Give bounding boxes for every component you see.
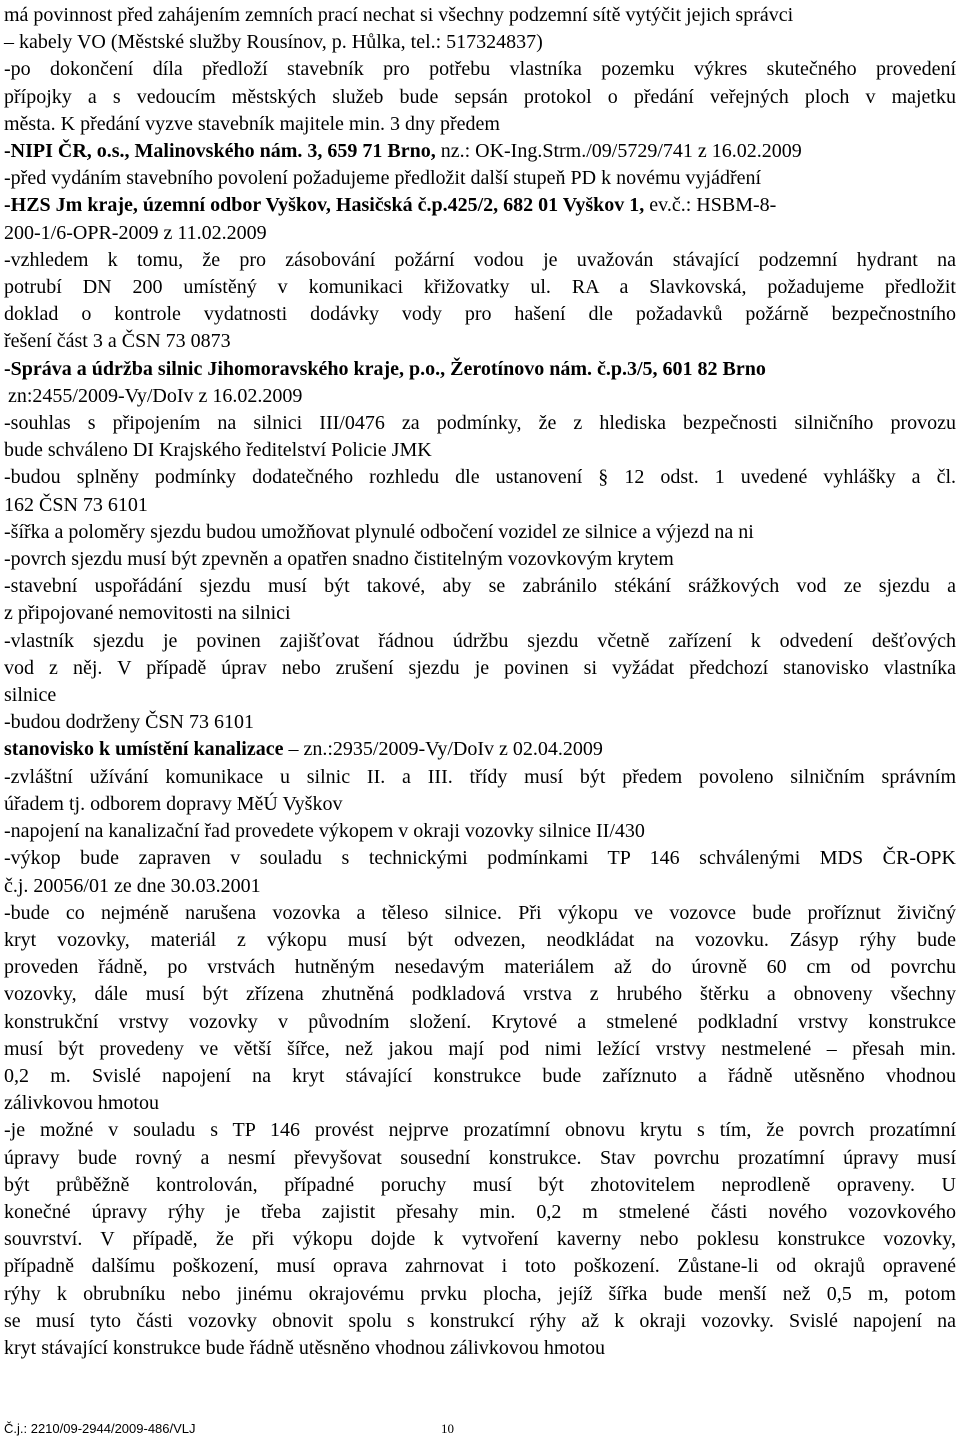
text-line: -napojení na kanalizační řad provedete výkopem v okraji vozovky silnice II/430 [4, 820, 645, 843]
text-line: bude schváleno DI Krajského ředitelství Policie JMK [4, 439, 432, 462]
text-line: být průběžně kontrolován, případné poruchy musí být zhotovitelem neprodleně opraveny. U [4, 1173, 956, 1196]
text-line: rýhy k obrubníku nebo jinému okrajovému prvku plocha, jejíž šířka bude menší než 0,5 m, potom [4, 1282, 956, 1305]
text-line: úpravy bude rovný a nesmí převyšovat sousední konstrukce. Stav povrchu prozatímní úpravy musí [4, 1146, 956, 1169]
text-line: doklad o kontrole vydatnosti dodávky vody pro hašení dle požadavků požárně bezpečnostního [4, 303, 956, 326]
text-line: potrubí DN 200 umístěný v komunikaci křižovatky ul. RA a Slavkovská, požadujeme předložit [4, 276, 956, 299]
text-line: úřadem tj. odborem dopravy MěÚ Vyškov [4, 792, 343, 815]
bold-org-ssjk: -Správa a údržba silnic Jihomoravského kraje, p.o., Žerotínovo nám. č.p.3/5, 601 82 Brno [4, 357, 766, 380]
text-line: -zvláštní užívání komunikace u silnic II. a III. třídy musí být předem povoleno silničním správním [4, 765, 956, 788]
text-line: má povinnost před zahájením zemních prací nechat si všechny podzemní sítě vytýčit jejich správci [4, 4, 794, 26]
text-line: 0,2 m. Svislé napojení na kryt stávající konstrukce bude zaříznuto a řádně utěsněno vhodnou [4, 1064, 956, 1087]
text-line: města. K předání vyzve stavebník majitele min. 3 dny předem [4, 112, 500, 135]
document-page [4, 2, 956, 1362]
text-line: vod z něj. V případě úprav nebo zrušení sjezdu je povinen si vyžádat předchozí stanovisko vlastníka [4, 656, 956, 679]
text-line: -před vydáním stavebního povolení požadujeme předložit další stupeň PD k novému vyjádření [4, 167, 762, 190]
reference-number: ev.č.: HSBM-8- [644, 194, 777, 217]
text-line: kryt vozovky, materiál z výkopu musí být odvezen, neodkládat na vozovku. Zásyp rýhy bude [4, 928, 956, 951]
text-line: kryt stávající konstrukce bude řádně utěsněno vhodnou zálivkovou hmotou [4, 1336, 605, 1359]
text-line: č.j. 20056/01 ze dne 30.03.2001 [4, 874, 261, 897]
text-line: -je možné v souladu s TP 146 provést nejprve prozatímní obnovu krytu s tím, že povrch prozatímní [4, 1119, 956, 1142]
text-line: konečné úpravy rýhy je třeba zajistit přesahy min. 0,2 m stmelené části nového vozovkového [4, 1200, 956, 1223]
text-line: souvrství. V případě, že při výkopu dojde k vytvoření kaverny nebo poklesu konstrukce vozovky, [4, 1228, 956, 1251]
text-line [4, 138, 956, 165]
bold-org-nipi: -NIPI ČR, o.s., Malinovského nám. 3, 659 71 Brno, [4, 140, 436, 163]
text-line: -budou dodrženy ČSN 73 6101 [4, 711, 254, 734]
text-line: -výkop bude zapraven v souladu s technickými podmínkami TP 146 schválenými MDS ČR-OPK [4, 847, 956, 870]
text-line: 162 ČSN 73 6101 [4, 493, 148, 516]
text-line: -souhlas s připojením na silnici III/0476 za podmínky, že z hlediska bezpečnosti silničního provozu [4, 412, 956, 435]
text-line: se musí tyto části vozovky obnovit spolu s konstrukcí rýhy až k okraji vozovky. Svislé napojení na [4, 1309, 956, 1332]
text-line: zn:2455/2009-Vy/DoIv z 16.02.2009 [8, 384, 303, 407]
text-line: – kabely VO (Městské služby Rousínov, p. Hůlka, tel.: 517324837) [4, 31, 543, 54]
bold-org-hzs: -HZS Jm kraje, územní odbor Vyškov, Hasičská č.p.425/2, 682 01 Vyškov 1, [4, 194, 645, 217]
text-line: -po dokončení díla předloží stavebník pro potřebu vlastníka pozemku výkres skutečného provedení [4, 58, 956, 81]
text-line: konstrukční vrstvy vozovky v původním složení. Krytové a stmelené podkladní vrstvy konstrukce [4, 1010, 956, 1033]
text-line: -vlastník sjezdu je povinen zajišťovat řádnou údržbu sjezdu včetně zařízení k odvedení dešťových [4, 629, 956, 652]
text-line: -budou splněny podmínky dodatečného rozhledu dle ustanovení § 12 odst. 1 uvedené vyhlášky a čl. [4, 466, 956, 489]
page-footer [4, 1421, 454, 1437]
text-line: řešení část 3 a ČSN 73 0873 [4, 330, 231, 353]
page-number: 10 [441, 1421, 454, 1436]
text-line: zálivkovou hmotou [4, 1092, 159, 1115]
section-heading: stanovisko k umístění kanalizace [4, 738, 284, 761]
text-line: vozovky, dále musí být zřízena zhutněná podkladová vrstva z hrubého štěrku a obnoveny všechny [4, 983, 956, 1006]
text-line: -stavební uspořádání sjezdu musí být takové, aby se zabránilo stékání srážkových vod ze sjezdu a [4, 575, 956, 598]
text-line: -povrch sjezdu musí být zpevněn a opatřen snadno čistitelným vozovkovým krytem [4, 548, 674, 571]
text-line: -bude co nejméně narušena vozovka a těleso silnice. Při výkopu ve vozovce bude proříznut živičný [4, 901, 956, 924]
reference-number: – zn.:2935/2009-Vy/DoIv z 02.04.2009 [283, 738, 603, 761]
text-line: proveden řádně, po vrstvách hutněným nesedavým materiálem až do úrovně 60 cm od povrchu [4, 956, 956, 979]
reference-number: nz.: OK-Ing.Strm./09/5729/741 z 16.02.2009 [435, 140, 802, 163]
text-line: z připojované nemovitosti na silnici [4, 602, 291, 625]
footer-reference: Č.j.: 2210/09-2944/2009-486/VLJ [4, 1421, 196, 1436]
text-line: 200-1/6-OPR-2009 z 11.02.2009 [4, 221, 267, 244]
text-line: silnice [4, 684, 57, 707]
text-line: musí být provedeny ve větší šířce, než jakou mají pod nimi ležící vrstvy nestmelené – přesah min. [4, 1037, 956, 1060]
text-line: případně dalšímu poškození, musí oprava zahrnovat i toto poškození. Zůstane-li od okrajů opravené [4, 1255, 956, 1278]
text-line [4, 192, 956, 219]
text-line: -šířka a poloměry sjezdu budou umožňovat plynulé odbočení vozidel ze silnice a výjezd na ni [4, 520, 754, 543]
text-line [4, 736, 956, 763]
text-line: přípojky a s vedoucím městských služeb bude sepsán protokol o předání veřejných ploch v majetku [4, 85, 956, 108]
text-line: -vzhledem k tomu, že pro zásobování požární vodou je uvažován stávající podzemní hydrant na [4, 248, 956, 271]
